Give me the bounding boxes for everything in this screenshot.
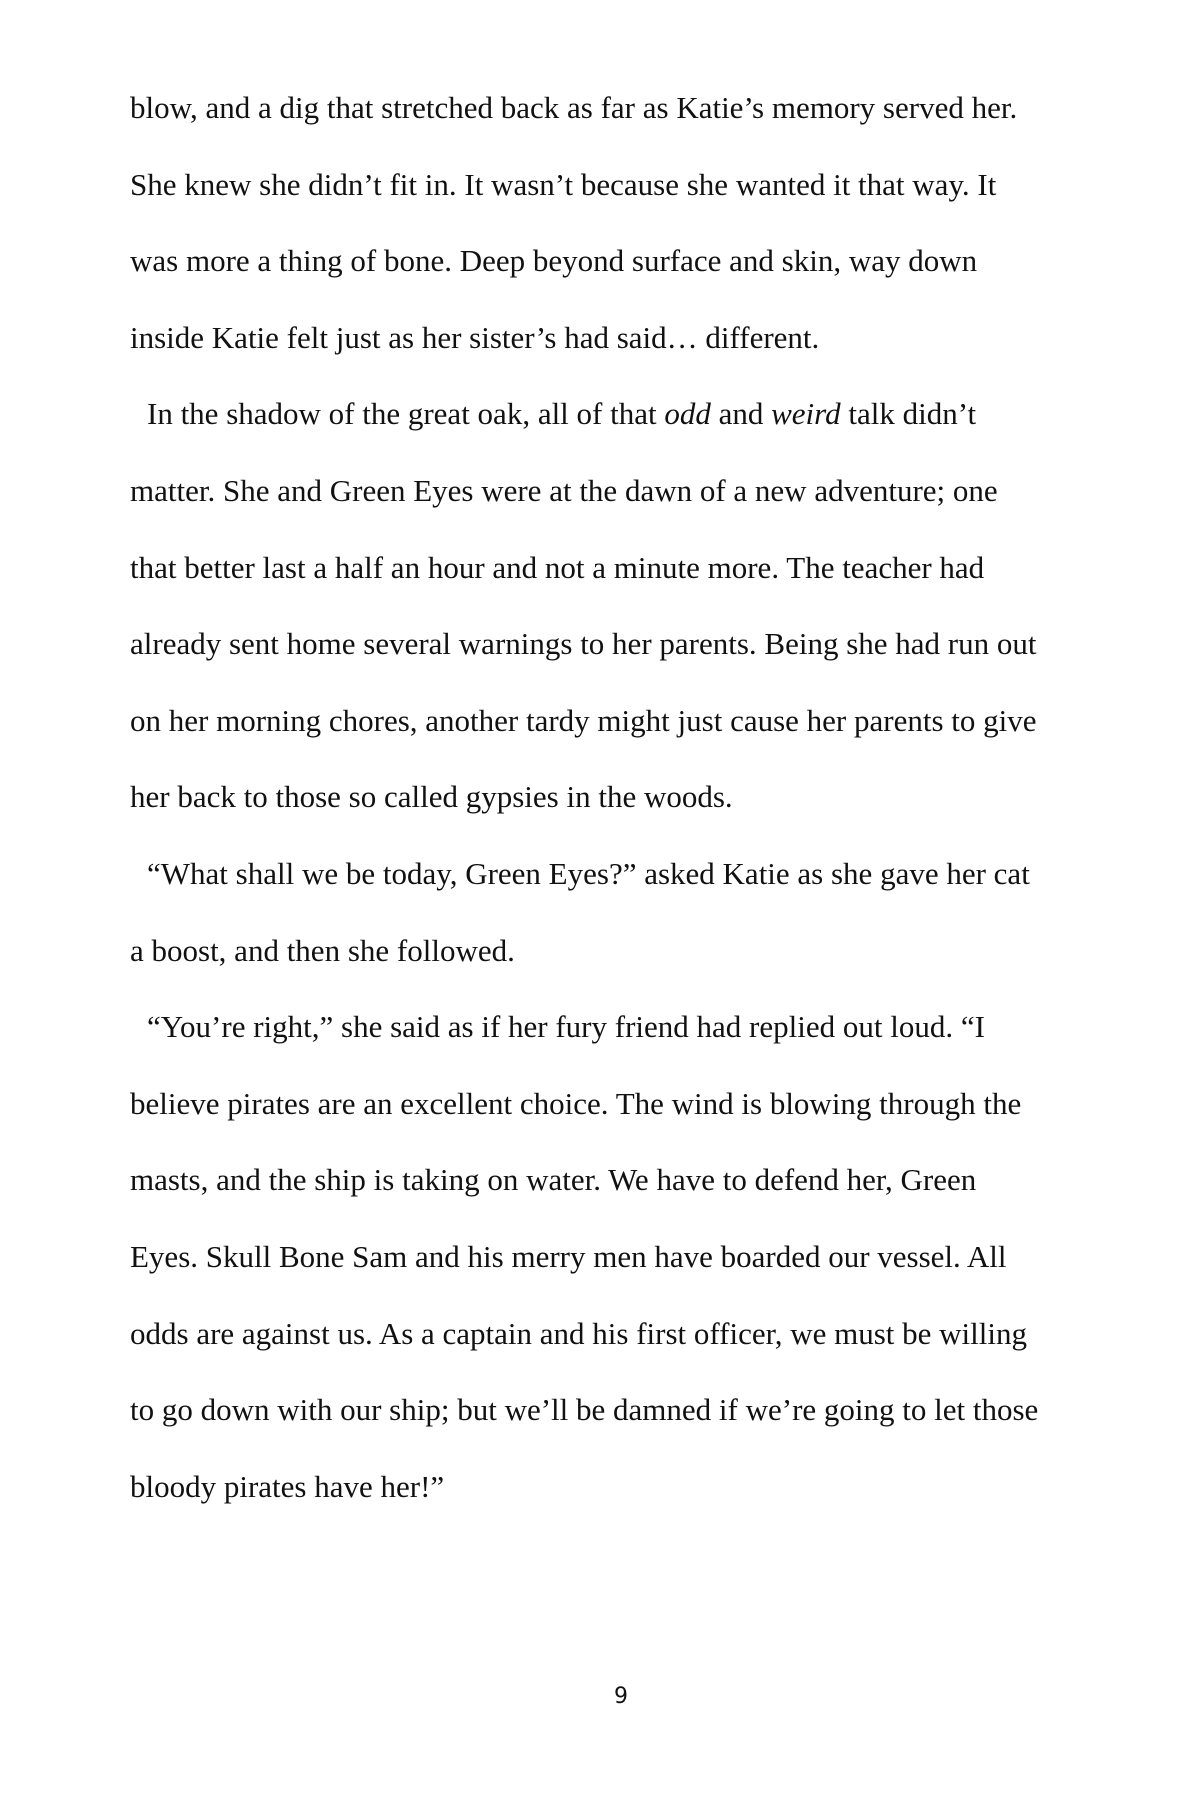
text-line: masts, and the ship is taking on water. We have to defend her, Green [130,1162,977,1198]
text-line: on her morning chores, another tardy might just cause her parents to give [130,702,1037,738]
text-line: odds are against us. As a captain and his first officer, we must be willing [130,1315,1027,1351]
page-number: 9 [614,1684,628,1709]
text-line: bloody pirates have her!” [130,1468,445,1504]
italic-word-weird: weird [771,396,841,432]
text-line: was more a thing of bone. Deep beyond surface and skin, way down [130,243,978,279]
text-line: Eyes. Skull Bone Sam and his merry men have boarded our vessel. All [130,1238,1007,1274]
text-run: talk didn’t [840,396,977,432]
text-line: her back to those so called gypsies in the woods. [130,779,733,815]
text-line: blow, and a dig that stretched back as far as Katie’s memory served her. [130,90,1018,125]
text-line: that better last a half an hour and not a minute more. The teacher had [130,549,985,585]
text-line: a boost, and then she followed. [130,932,515,968]
body-text [130,86,1120,1541]
text-run: In the shadow of the great oak, all of that [147,396,665,432]
text-line-paragraph-start: “What shall we be today, Green Eyes?” asked Katie as she gave her cat [147,855,1030,891]
text-line: She knew she didn’t fit in. It wasn’t because she wanted it that way. It [130,166,997,202]
text-line-paragraph-start: “You’re right,” she said as if her fury friend had replied out loud. “I [147,1009,985,1045]
text-line-paragraph-start [130,392,1120,469]
text-line: believe pirates are an excellent choice. The wind is blowing through the [130,1085,1022,1121]
text-line: to go down with our ship; but we’ll be damned if we’re going to let those [130,1392,1039,1428]
text-line: inside Katie felt just as her sister’s had said… different. [130,319,820,355]
text-run: and [710,396,772,432]
italic-word-odd: odd [664,396,711,432]
text-line: already sent home several warnings to her parents. Being she had run out [130,626,1037,662]
text-line: matter. She and Green Eyes were at the dawn of a new adventure; one [130,472,998,508]
